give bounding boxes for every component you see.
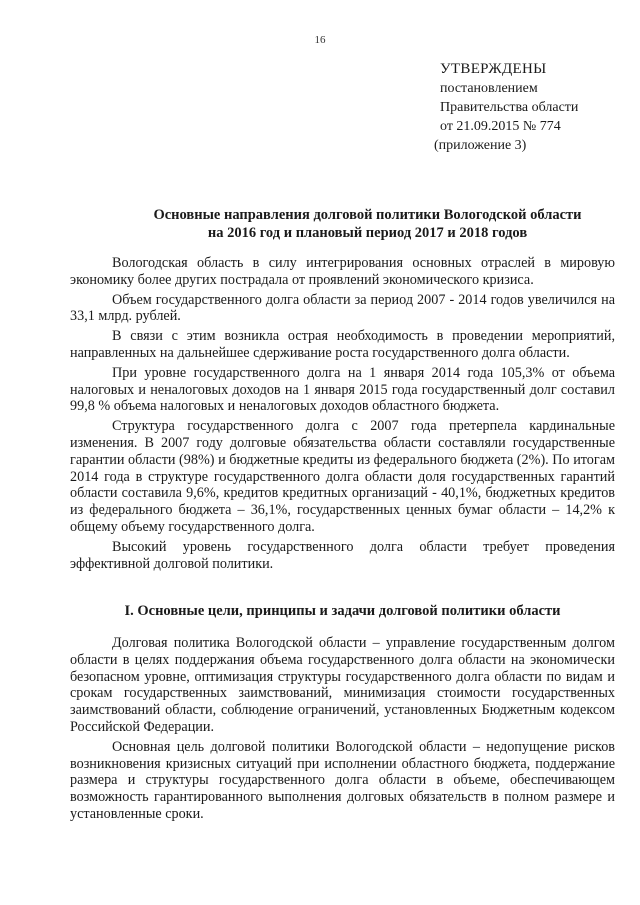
paragraph: Вологодская область в силу интегрирования основных отраслей в мировую экономику более других пострадала от проявлений экономического кризиса. <box>70 255 615 288</box>
approval-line: Правительства области <box>440 100 579 115</box>
paragraph: В связи с этим возникла острая необходимость в проведении мероприятий, направленных на дальнейшее сдерживание роста государственного долга области. <box>70 328 615 361</box>
approval-line: от 21.09.2015 № 774 <box>440 119 561 134</box>
paragraph: Структура государственного долга с 2007 года претерпела кардинальные изменения. В 2007 году долговые обязательства области составляли государственные гарантии области (98%) и бюджетные кредиты из федерального бюджета (2%). По итогам 2014 года в структуре государственного долга области доля государственных гарантий области составила 9,6%, кредитов кредитных организаций - 40,1%, бюджетных кредитов из федерального бюджета – 36,1%, государственных ценных бумаг области – 14,2% к общему объему государственного долга. <box>70 418 615 535</box>
paragraph: При уровне государственного долга на 1 января 2014 года 105,3% от объема налоговых и неналоговых доходов на 1 января 2015 года государственный долг составил 99,8 % объема налоговых и неналоговых доходов областного бюджета. <box>70 364 615 415</box>
page-number: 16 <box>314 34 326 46</box>
document-title-line: на 2016 год и плановый период 2017 и 2018 годов <box>207 225 528 241</box>
section-heading: I. Основные цели, принципы и задачи долговой политики области <box>124 603 561 619</box>
intro-text <box>70 255 615 575</box>
paragraph: Основная цель долговой политики Вологодской области – недопущение рисков возникновения кризисных ситуаций при исполнении областного бюджета, поддержание размера и структуры государственного долга области в объеме, обеспечивающем возможность гарантированного выполнения долговых обязательств в полном размере и установленные сроки. <box>70 738 615 822</box>
approval-title: УТВЕРЖДЕНЫ <box>440 61 547 77</box>
approval-annex: (приложение 3) <box>434 138 527 153</box>
paragraph: Высокий уровень государственного долга области требует проведения эффективной долговой политики. <box>70 538 615 572</box>
document-title-line: Основные направления долговой политики Вологодской области <box>153 207 582 223</box>
section-text <box>70 635 615 826</box>
paragraph: Объем государственного долга области за период 2007 - 2014 годов увеличился на 33,1 млрд. рублей. <box>70 291 615 325</box>
approval-line: постановлением <box>440 81 538 96</box>
document-title <box>95 206 640 242</box>
paragraph: Долговая политика Вологодской области – управление государственным долгом области в целях поддержания объема государственного долга области на экономически безопасном уровне, оптимизация структуры государственного долга области по видам и срокам государственных заимствований, минимизация стоимости государственных заимствований области, соблюдение ограничений, установленных Бюджетным кодексом Российской Федерации. <box>70 635 615 735</box>
approval-stamp <box>434 60 579 155</box>
